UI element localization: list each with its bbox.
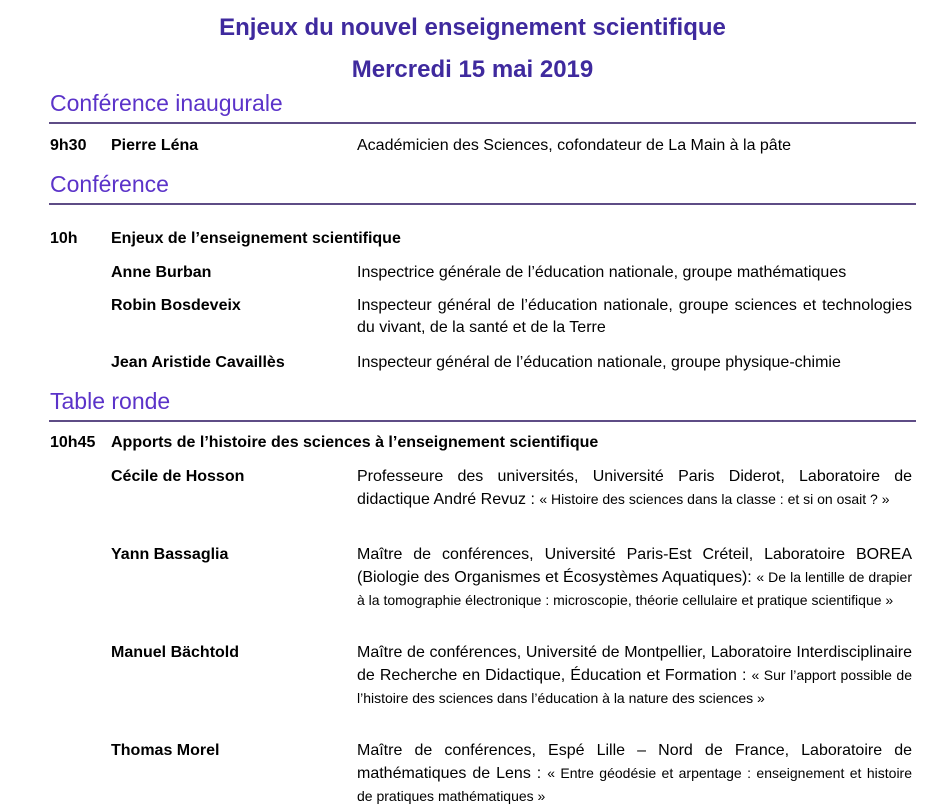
speaker-name: Yann Bassaglia (111, 546, 229, 563)
section-heading-conference: Conférence (50, 171, 169, 197)
speaker-name: Manuel Bächtold (111, 644, 240, 661)
speaker-name: Cécile de Hosson (111, 468, 245, 485)
section-divider (49, 122, 916, 124)
session-time: 10h45 (50, 434, 96, 451)
talk-title: « Histoire des sciences dans la classe : et si on osait ? » (539, 491, 890, 507)
speaker-description: Inspectrice générale de l’éducation nationale, groupe mathématiques (357, 264, 847, 281)
speaker-name: Jean Aristide Cavaillès (111, 354, 285, 371)
page-title: Enjeux du nouvel enseignement scientifique (219, 14, 726, 41)
speaker-description: Professeure des universités, Université Paris Diderot, Laboratoire de didactique André Revuz : « Histoire des sciences dans la classe : et si on osait ? » (357, 468, 912, 508)
speaker-name: Thomas Morel (111, 742, 220, 759)
session-time: 10h (50, 230, 78, 247)
talk-title: « Entre géodésie et arpentage : enseignement et histoire de pratiques mathématiques » (357, 765, 912, 804)
speaker-name: Robin Bosdeveix (111, 297, 241, 314)
speaker-description: Maître de conférences, Université Paris-Est Créteil, Laboratoire BOREA (Biologie des Organismes et Écosystèmes Aquatiques): « De la lentille de drapier à la tomographie électronique : microscopie, théorie cellulaire et pratique scientifique » (357, 546, 912, 608)
speaker-description: Inspecteur général de l’éducation nationale, groupe sciences et technologies du vivant, de la santé et de la Terre (357, 297, 912, 336)
talk-title: « De la lentille de drapier à la tomographie électronique : microscopie, théorie cellulaire et pratique scientifique » (357, 569, 912, 608)
speaker-name: Pierre Léna (111, 137, 199, 154)
section-divider (49, 203, 916, 205)
section-heading-inaugural: Conférence inaugurale (50, 90, 283, 116)
speaker-name: Anne Burban (111, 264, 212, 281)
section-heading-roundtable: Table ronde (50, 388, 171, 414)
speaker-description: Académicien des Sciences, cofondateur de La Main à la pâte (357, 137, 792, 154)
speaker-description: Maître de conférences, Université de Montpellier, Laboratoire Interdisciplinaire de Recherche en Didactique, Éducation et Formation : « Sur l’apport possible de l’histoire des sciences dans l’éducation à la nature des sciences » (357, 644, 912, 706)
section-divider (49, 420, 916, 422)
speaker-description: Maître de conférences, Espé Lille – Nord de France, Laboratoire de mathématiques de Lens : « Entre géodésie et arpentage : enseignement et histoire de pratiques mathématiques » (357, 742, 912, 804)
talk-title: « Sur l’apport possible de l’histoire des sciences dans l’éducation à la nature des sciences » (357, 667, 912, 706)
speaker-description: Inspecteur général de l’éducation nationale, groupe physique-chimie (357, 354, 841, 371)
event-date: Mercredi 15 mai 2019 (351, 56, 594, 83)
session-topic: Apports de l’histoire des sciences à l’enseignement scientifique (111, 434, 599, 451)
session-topic: Enjeux de l’enseignement scientifique (111, 230, 401, 247)
session-time: 9h30 (50, 137, 87, 154)
